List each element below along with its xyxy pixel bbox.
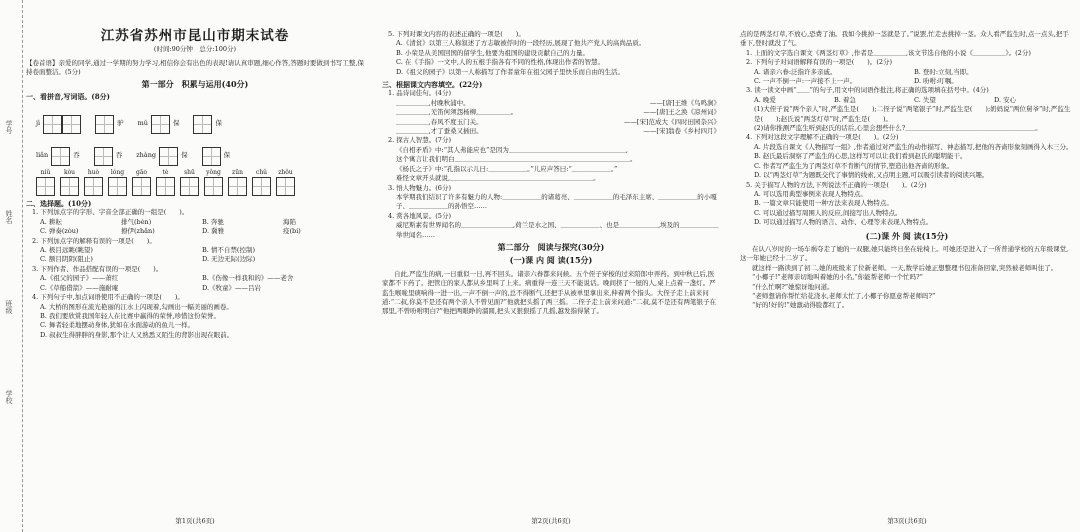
exam-subtitle: (时间:90分钟 总分:100分) [153, 45, 237, 54]
question: 3. 悟人物魅力。(6分) [388, 183, 451, 192]
binding-label-id: 学号 [5, 120, 13, 134]
poem-line [396, 108, 720, 117]
pinyin: tè [162, 168, 169, 176]
given-char: 保 [172, 119, 180, 128]
reading-paragraph: “好的!好的!”她激动得脸都红了。 [752, 301, 849, 310]
answer-box[interactable] [252, 177, 271, 196]
pinyin: niǔ [40, 168, 51, 176]
poem-source: ——[唐]王维《鸟鸣涧》 [649, 98, 720, 107]
option[interactable]: B. 奔驰 [202, 217, 224, 226]
option[interactable]: A.《祖父的园子》——萧红 [40, 274, 119, 283]
option[interactable]: C. 额目阴阴(阻止) [40, 255, 93, 264]
poem-source: ——[宋]翁卷《乡村四月》 [643, 127, 720, 136]
option[interactable]: D. 叔叔生得胖胖的身影,那个让人又熟悉又陌生的背影出现在眼前。 [40, 330, 234, 339]
option[interactable]: A. 诸亲六眷:泛指许多亲戚。 [754, 67, 837, 76]
option[interactable]: A. 大桥的图形在流光艳丽的江水上闪现着,勾画出一幅美丽的画卷。 [40, 302, 233, 311]
fill-line[interactable]: (2)请你推测严监生听到赵氏的话后,心里会想些什么?＿＿＿＿＿＿＿＿＿＿＿＿＿＿＿＿＿＿＿＿。 [754, 124, 1042, 133]
option: 疫(bi) [283, 227, 301, 236]
options [40, 218, 364, 237]
option[interactable]: B. 赵氏最后洞察了严监生的心思,这样写可以让我们看到赵氏的聪明能干。 [754, 152, 967, 161]
option[interactable]: D.《牧童》——吕岩 [202, 283, 262, 292]
options [754, 68, 1074, 87]
option: 撩伊(zhǎn) [121, 227, 155, 236]
fill-line[interactable]: 本学期我们结识了许多有魅力的人物:＿＿＿＿＿＿的诸葛亮、＿＿＿＿＿＿的毛泽东主席、＿＿＿＿＿＿的小嘎子、＿＿＿＿＿＿的孙悟空…… [396, 192, 717, 211]
question: 5. 关于描写人物的方法,下列说法不正确的一项是( )。(2分) [746, 180, 927, 189]
option[interactable]: C. 失望 [914, 95, 936, 104]
part2-title: 第二部分 阅读与探究(30分) [497, 241, 605, 252]
reading-paragraph: “老师想请你帮忙给花浇水,老师太忙了,小椰子你愿意帮老师吗?” [752, 291, 936, 300]
given-char: 保 [181, 151, 188, 160]
fill-line[interactable]: 这个寓言让我们明白＿＿＿＿＿＿＿＿＿＿＿＿＿＿＿＿＿＿＿＿＿＿＿＿＿＿＿。 [396, 155, 637, 164]
reading-2-title: (二)课 外 阅 读(15分) [865, 230, 949, 241]
options [40, 274, 364, 293]
pinyin: jì [36, 119, 41, 128]
reading-passage: 自此,严监生的病,一日重似一日,再不回头。诸亲六眷都来问候。五个侄子穿梭的过来陪郎中弄药。到中秋已后,医家都不下药了。把管庄的家人都从乡里叫了上来。病重得一连三天不能说话。晚间挤了一屋的人,桌上点着一盏灯。严监生喉咙里痰响得一进一出,一声不倒一声的,总不得断气,还把手从被单里拿出来,伸着两个指头。大侄子走上前来问道:“二叔,你莫不是还有两个亲人不曾见面?”他就把头摇了两三摇。二侄子走上前来问道:“二叔,莫不是还有两笔银子在那里,不曾吩咐明白?”他把两眼睁的溜圆,把头又狠狠摇了几摇,越发指得紧了。 [382, 269, 716, 316]
section-3-title: 三、根据课文内容填空。(22分) [382, 80, 483, 90]
answer-box[interactable] [204, 177, 223, 196]
pinyin: lóng [110, 168, 125, 176]
answer-box[interactable] [180, 177, 199, 196]
option[interactable]: D. 可以通过描写人物的语言、动作、心理等来表现人物特点。 [754, 218, 933, 227]
fill-line[interactable]: 《自相矛盾》中:“其人弗能应也”是因为＿＿＿＿＿＿＿＿＿＿＿＿＿＿＿＿＿＿, [396, 145, 628, 154]
binding-label-class: 班级 [5, 300, 13, 314]
page-footer: 第1页(共6页) [175, 516, 215, 525]
pinyin: chǔ [255, 168, 268, 176]
question: 4. 赏各地风景。(5分) [388, 211, 451, 220]
question: 5. 下列对课文内容的表述正确的一项是( )。 [388, 30, 525, 38]
option[interactable]: B. 一篇文章只能使用一种方法来表现人物特点。 [754, 199, 893, 208]
option[interactable]: A. 可以选用典型事例来表现人物特点。 [754, 189, 867, 198]
answer-box[interactable] [94, 147, 113, 166]
option[interactable]: D. 以“两茎灯草”为题既交代了事情的线索,又点明主题,可以吸引读者的阅读兴趣。 [754, 171, 989, 180]
answer-box[interactable] [151, 115, 170, 134]
option[interactable]: C. 作者写严监生为了两茎灯草不肯断气的情节,塑造出他吝啬的形象。 [754, 161, 954, 170]
answer-box[interactable] [43, 115, 62, 134]
page-2 [382, 0, 720, 532]
option[interactable]: D. 安心 [994, 95, 1017, 104]
poem-line [396, 99, 720, 108]
pinyin: huò [87, 168, 100, 176]
section-2-title: 二、选择题。(10分) [26, 199, 92, 209]
fill-line[interactable]: (1)大侄子说“两个亲人”时,严监生是( );二侄子说“两笔银子”时,严监生是( );奶妈说“两位舅爷”时,严监生是( );赵氏说“两茎灯草”时,严监生是( )。 [754, 105, 1071, 123]
pinyin: kòu [63, 168, 76, 176]
option[interactable]: A. 耕耘 [40, 217, 62, 226]
poem-blank[interactable]: ＿＿＿＿＿,村晚秋浦中。 [396, 98, 470, 107]
fill-line[interactable]: 《杨氏之子》中:“孔指以示儿曰:＿＿＿＿＿＿。”儿应声答曰:“＿＿＿＿＿＿。” [396, 164, 618, 173]
reading-1-title: (一)课 内 阅 读(15分) [509, 255, 593, 266]
option[interactable]: A. 极目远眺(眺望) [40, 246, 93, 255]
option: 排气(bèn) [121, 217, 152, 226]
given-char: 吞 [115, 151, 123, 160]
option[interactable]: C. 舞者轻柔地摆动身体,犹如在水面游动的鱼儿一样。 [40, 321, 194, 330]
reading-paragraph: 在认八岁时的一场车祸夺走了她的一双腿,她只能终日坐在轮椅上。可她还是进入了一所普通学校的五年级课堂,这一年她已经十二岁了。 [740, 244, 1069, 263]
fill-line[interactable]: 威尼斯素有世界闻名的＿＿＿＿＿＿＿＿,荷兰是水之国、＿＿＿＿＿＿、也是＿＿＿＿＿＿,埃及的＿＿＿＿＿＿举世闻名…… [396, 221, 719, 239]
question: 2. 下列加点字的解释有误的一项是( )。 [32, 236, 156, 245]
answer-box[interactable] [62, 115, 81, 134]
option[interactable]: B.《伤像一样我和的》——老舍 [202, 274, 294, 283]
binding-label-school: 学校 [5, 390, 13, 404]
option[interactable]: D. 无边无际(边际) [202, 255, 256, 264]
options [40, 246, 364, 265]
page-title: 江苏省苏州市昆山市期末试卷 [100, 28, 290, 44]
poem-blank[interactable]: ＿＿＿＿＿,羌笛何须怨杨柳,＿＿＿＿＿。 [396, 108, 518, 117]
page-1 [26, 0, 364, 532]
question: 3. 读一读文中画“＿＿”的句子,用文中的词语作批注,将正确的选项填在括号中。(4分) [746, 86, 989, 95]
pinyin: shū [184, 168, 195, 176]
reading-paragraph: “小椰子!”老师亲切地叫着她的小名,“你能帮老师一个忙吗?” [752, 273, 923, 282]
answer-box[interactable] [156, 177, 175, 196]
option[interactable]: D. 吩咐:叮嘱。 [914, 77, 958, 86]
pinyin: zūn [232, 168, 243, 176]
question: 3. 下列作者、作品搭配有误的一项是( )。 [32, 264, 163, 273]
answer-box[interactable] [108, 177, 127, 196]
answer-box[interactable] [95, 115, 114, 134]
poem-line [396, 118, 720, 127]
page-3 [740, 0, 1074, 532]
question: 1. 下列加点字的字形、字音全部正确的一组是( )。 [32, 208, 189, 217]
given-char: 保 [215, 119, 222, 128]
reading-paragraph: 就这样一路读到了初二,她的班级来了位新老师。一天,数学后她正想整理书包准备回家,突然被老师叫住了。 [752, 263, 1058, 272]
question: 2. 下列句子对词语解释有误的一项是( )。(2分) [746, 58, 893, 67]
binding-label-name: 姓名 [5, 210, 13, 224]
reading-paragraph: “什么忙啊?”她惊讶地问道。 [752, 282, 834, 291]
pinyin: yǒng [206, 168, 221, 176]
option[interactable]: A. 片段选自课文《人物描写一组》,作者通过对严监生的动作描写、神态描写,把他的吝啬形象刻画得入木三分。 [754, 142, 1073, 151]
exam-notice: 【卷首语】亲爱的同学,通过一学期的努力学习,相信你会有出色的表现!请认真审题,细心作答,答题时要做到书写工整,保持卷面整洁。(5分) [26, 58, 364, 76]
pinyin: liǎn [36, 151, 49, 160]
question: 4. 下列句子中,加点词语使用不正确的一项是( )。 [32, 293, 184, 302]
answer-box[interactable] [276, 177, 295, 196]
poem-source: ——[唐]王之涣《凉州词》 [643, 108, 720, 117]
given-char: 驴 [117, 119, 124, 128]
pinyin: gāo [135, 168, 148, 176]
pinyin-row-1 [36, 106, 364, 134]
option[interactable]: A.《清贫》以第三人称叙述了方志敏被俘时的一段经历,展现了他共产党人的高尚品质。 [396, 39, 646, 48]
poem-blank[interactable]: ＿＿＿＿＿,春风不度玉门关。 [396, 117, 483, 126]
option[interactable]: C. 在《手指》一文中,人的五根手指各有不同的性格,体现出作者的智慧。 [396, 58, 605, 67]
option[interactable]: D. 冀雅 [202, 227, 225, 236]
option[interactable]: B. 小荣是从美国回国的留学生,他要为祖国的建设贡献自己的力量。 [396, 48, 589, 57]
part1-title: 第一部分 积累与运用(40分) [141, 78, 249, 89]
poem-blank[interactable]: ＿＿＿＿＿,才了蚕桑又插田。 [396, 127, 483, 136]
answer-box[interactable] [202, 147, 221, 166]
answer-box[interactable] [159, 147, 178, 166]
option: 海陷 [283, 217, 296, 226]
question: 1. 品诗词佳句。(4分) [388, 89, 451, 98]
answer-box[interactable] [60, 177, 79, 196]
option[interactable]: C. 弹奏(zòu) [40, 227, 79, 236]
fill-line[interactable]: 难怪文章开头就说,＿＿＿＿＿＿＿＿＿＿＿＿＿＿＿＿＿＿＿＿＿＿。 [396, 174, 600, 183]
option[interactable]: C.《草船借箭》——施耐庵 [40, 283, 119, 292]
answer-box[interactable] [51, 147, 70, 166]
answer-box[interactable] [193, 115, 212, 134]
question: 2. 探古人智慧。(7分) [388, 136, 451, 145]
pinyin: mǔ [137, 119, 148, 128]
answer-box[interactable] [36, 177, 55, 196]
binding-margin [0, 0, 23, 532]
pinyin: zhǒu [278, 168, 293, 176]
answer-box[interactable] [84, 177, 103, 196]
question: 4. 下列对这段文字理解不正确的一项是( )。(2分) [746, 133, 899, 142]
question: 1. 上面的文字选自课文《两茎灯草》,作者是＿＿＿＿＿,该文节选自他的小说《＿＿＿＿＿》。(2分) [746, 48, 1031, 57]
option[interactable]: B. 我们要欣赏我国年轻人在比赛中赢得的荣誉,珍惜这份荣誉。 [40, 311, 220, 320]
option[interactable]: B. 登时:立刻,当即。 [914, 67, 973, 76]
given-char: 保 [223, 151, 231, 160]
option[interactable]: B. 情不自禁(控制) [202, 246, 255, 255]
option[interactable]: A. 晚爱 [754, 95, 776, 104]
given-char: 吞 [73, 151, 80, 160]
section-1-title: 一、看拼音,写词语。(8分) [26, 92, 110, 102]
answer-box[interactable] [228, 177, 247, 196]
option[interactable]: C. 一声不倒一声:一声接不上一声。 [754, 77, 857, 86]
page-footer: 第2页(共6页) [531, 516, 571, 525]
page-footer: 第3页(共6页) [887, 516, 927, 525]
answer-box[interactable] [132, 177, 151, 196]
poem-source: ——[宋]范成大《四时田园杂兴》 [623, 117, 720, 126]
option[interactable]: D.《祖父的园子》以第一人称描写了作者童年在祖父园子里快乐而自由的生活。 [396, 67, 625, 76]
pinyin: zhàng [136, 151, 157, 160]
option[interactable]: C. 可以通过描写周围人的反应,间接写出人物特点。 [754, 208, 902, 217]
option[interactable]: B. 着急 [834, 95, 856, 104]
pinyin-row-2 [36, 138, 364, 166]
pinyin-row-3 [36, 168, 364, 196]
passage-continued: 点的是两茎灯草,不放心,恐费了油。我如今挑掉一茎就是了。”说罢,忙走去挑掉一茎。众人看严监生时,点一点头,把手垂下,登时就没了气。 [740, 30, 1069, 48]
options [754, 96, 1074, 105]
